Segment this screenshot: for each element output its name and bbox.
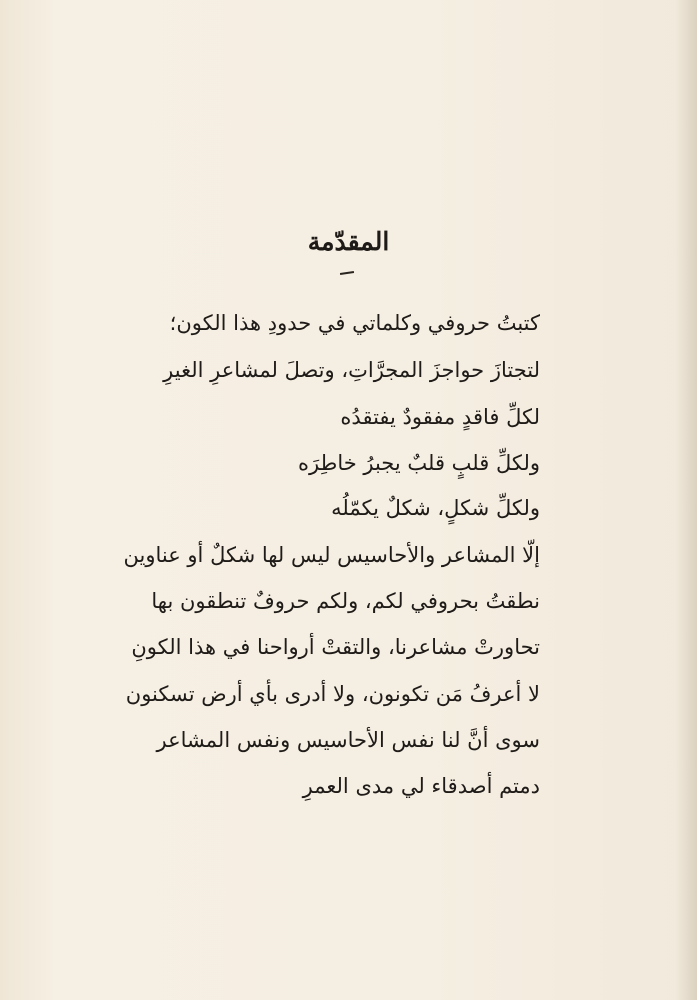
poem-line: لكلِّ فاقدٍ مفقودٌ يفتقدُه — [340, 405, 540, 429]
page-title: المقدّمة — [307, 227, 390, 256]
poem-line: لا أعرفُ مَن تكونون، ولا أدرى بأي أرض تسكنون — [125, 682, 540, 706]
poem-line: إلّا المشاعر والأحاسيس ليس لها شكلٌ أو عناوين — [123, 543, 540, 567]
poem-line: لتجتازَ حواجزَ المجرَّاتِ، وتصلَ لمشاعرِ الغيرِ — [163, 358, 540, 382]
poem-line: نطقتُ بحروفي لكم، ولكم حروفٌ تنطقون بها — [151, 589, 540, 613]
poem-line: ولكلِّ قلبٍ قلبٌ يجبرُ خاطِرَه — [298, 451, 540, 475]
poem-line: تحاورتْ مشاعرنا، والتقتْ أرواحنا في هذا الكونِ — [131, 635, 540, 659]
poem-line: دمتم أصدقاء لي مدى العمرِ — [302, 774, 540, 798]
poem-line: سوى أنَّ لنا نفس الأحاسيس ونفس المشاعر — [156, 728, 540, 752]
poem-line: كتبتُ حروفي وكلماتي في حدودِ هذا الكون؛ — [169, 311, 540, 335]
poem-line: ولكلِّ شكلٍ، شكلٌ يكمّلُه — [331, 496, 540, 520]
